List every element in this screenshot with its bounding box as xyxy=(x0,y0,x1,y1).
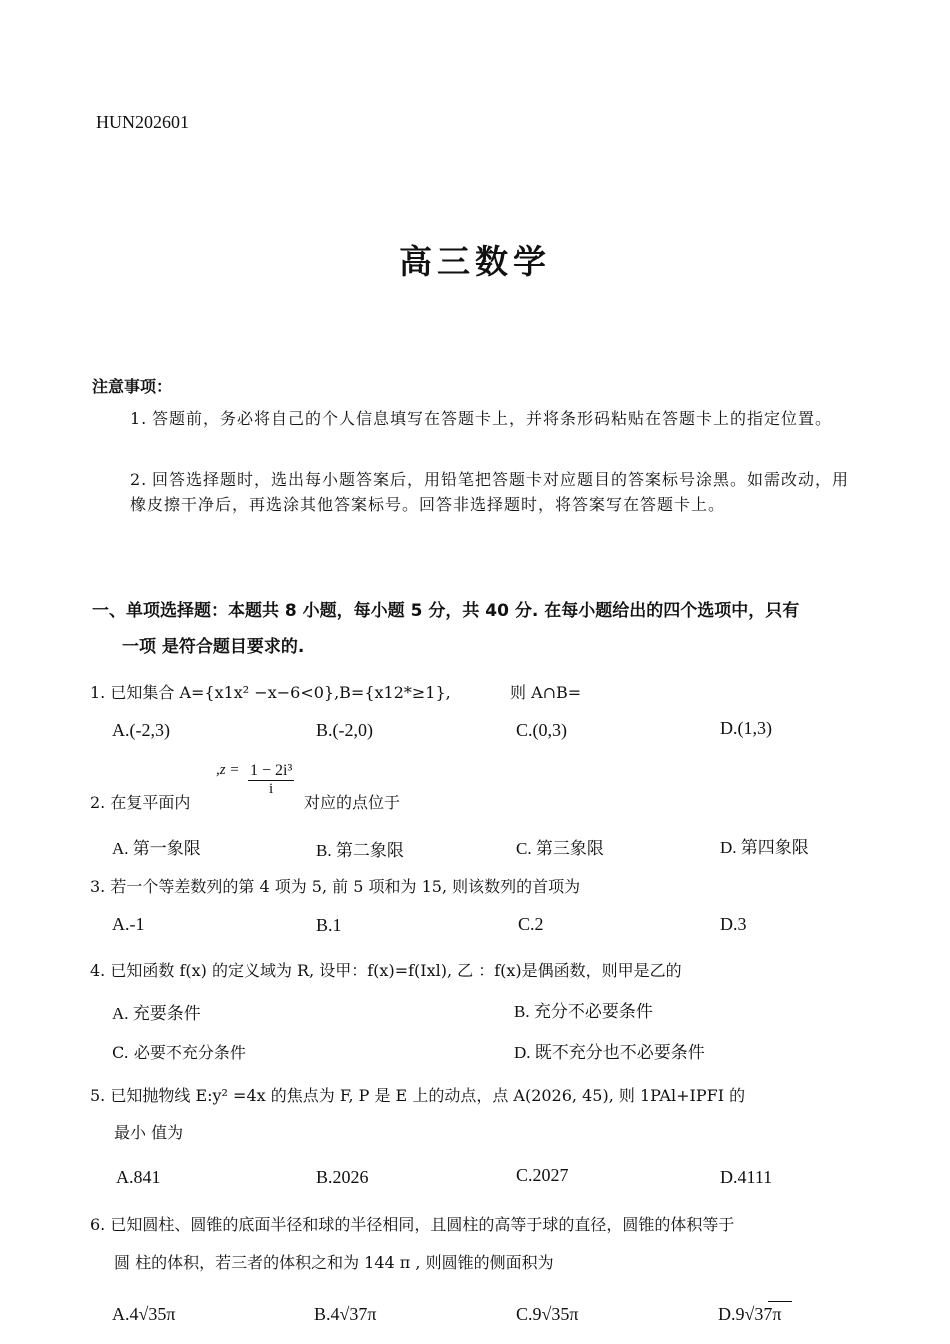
radical-overline xyxy=(768,1301,792,1302)
option-c: C. 第三象限 xyxy=(516,839,604,858)
question-stem-cont: 对应的点位于 xyxy=(304,793,401,812)
option-a: A.841 xyxy=(116,1167,161,1187)
note-item xyxy=(130,406,860,431)
option-b: B. 第二象限 xyxy=(316,841,404,860)
question-stem: 6. 已知圆柱、圆锥的底面半径和球的半径相同，且圆柱的高等于球的直径，圆锥的体积等于 xyxy=(90,1215,735,1234)
option-b: B.4√37π xyxy=(314,1304,377,1324)
option-b: B.1 xyxy=(316,915,342,935)
exam-code: HUN202601 xyxy=(96,112,189,132)
option-d: D.3 xyxy=(720,914,747,934)
question-stem: 5. 已知抛物线 E:y² =4x 的焦点为 F, P 是 E 上的动点，点 A(2026, 45), 则 1PAl+IPFI 的 xyxy=(90,1086,746,1105)
option-b: B. 充分不必要条件 xyxy=(514,1002,653,1021)
question-stem-cont: 最小 值为 xyxy=(114,1123,184,1142)
option-b: B.(-2,0) xyxy=(316,720,373,740)
option-a: A.4√35π xyxy=(112,1304,176,1324)
question-stem-cont: 则 A∩B= xyxy=(510,683,582,702)
fraction-numerator: 1 − 2i³ xyxy=(250,762,293,779)
option-c: C.(0,3) xyxy=(516,720,567,740)
option-d: D.(1,3) xyxy=(720,718,772,738)
option-d: D. 第四象限 xyxy=(720,838,809,857)
question-stem: 1. 已知集合 A={x1x² −x−6<0},B={x12*≥1}, xyxy=(90,683,451,702)
note-number: 1. xyxy=(130,409,148,428)
fraction-denominator: i xyxy=(269,781,274,797)
option-a: A. 第一象限 xyxy=(112,839,201,858)
section-heading-cont: 一项 是符合题目要求的. xyxy=(122,637,305,657)
option-d: D.4111 xyxy=(720,1167,773,1187)
z-label: ,z = xyxy=(216,762,240,778)
note-text: 回答选择题时，选出每小题答案后，用铅笔把答题卡对应题目的答案标号涂黑。如需改动，用橡皮擦干净后，再选涂其他答案标号。回答非选择题时，将答案写在答题卡上。 xyxy=(130,470,850,514)
option-c: C.9√35π xyxy=(516,1304,579,1324)
note-text: 答题前，务必将自己的个人信息填写在答题卡上，并将条形码粘贴在答题卡上的指定位置。 xyxy=(152,409,833,428)
option-d: D.9√37π xyxy=(718,1304,782,1324)
section-heading: 一、单项选择题：本题共 8 小题，每小题 5 分，共 40 分. 在每小题给出的四个选项中，只有 xyxy=(92,601,800,621)
option-c: C. 必要不充分条件 xyxy=(112,1043,246,1062)
question-stem-cont: 圆 柱的体积，若三者的体积之和为 144 π , 则圆锥的侧面积为 xyxy=(114,1253,554,1272)
option-d: D. 既不充分也不必要条件 xyxy=(514,1043,705,1062)
note-number: 2. xyxy=(130,470,148,489)
question-stem: 4. 已知函数 f(x) 的定义域为 R, 设甲：f(x)=f(Ixl), 乙 ：f(x)是偶函数，则甲是乙的 xyxy=(90,961,682,980)
option-a: A.-1 xyxy=(112,914,145,934)
option-b: B.2026 xyxy=(316,1167,369,1187)
option-a: A.(-2,3) xyxy=(112,720,170,740)
complex-fraction xyxy=(248,762,294,798)
option-c: C.2 xyxy=(518,914,544,934)
question-stem: 3. 若一个等差数列的第 4 项为 5, 前 5 项和为 15, 则该数列的首项为 xyxy=(90,877,581,896)
notes-heading: 注意事项： xyxy=(92,377,173,396)
page-title: 高三数学 xyxy=(399,242,551,281)
option-c: C.2027 xyxy=(516,1165,569,1185)
option-a: A. 充要条件 xyxy=(112,1004,201,1023)
note-item xyxy=(130,467,860,517)
question-stem: 2. 在复平面内 xyxy=(90,793,191,812)
